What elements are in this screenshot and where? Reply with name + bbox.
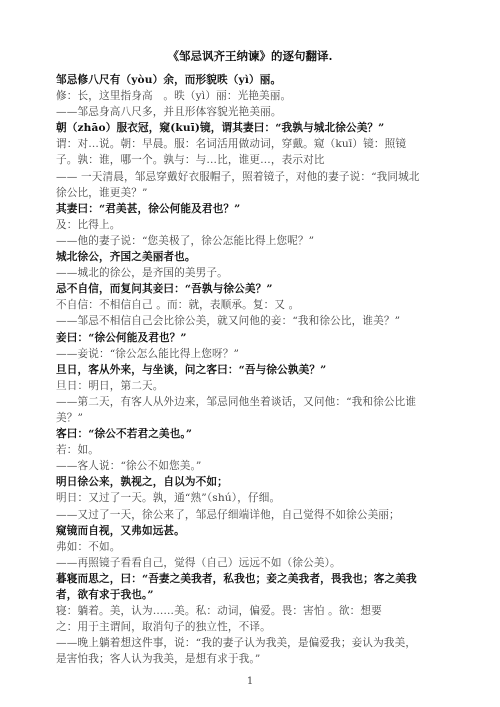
annotation-line: 修：长，这里指身高 。昳（yì）丽：光艳美丽。 xyxy=(56,90,292,103)
annotation-line: ——再照镜子看看自己，觉得（自己）远远不如（徐公美）。 xyxy=(56,556,341,569)
annotation-line: 之：用于主谓间，取消句子的独立性，不译。 xyxy=(56,621,271,634)
annotation-line: ——城北的徐公，是齐国的美男子。 xyxy=(56,267,228,280)
annotation-line: 不自信：不相信自己 。而：就，表顺承。复：又 。 xyxy=(56,299,300,312)
original-text-line: 客曰：“徐公不若君之美也。” xyxy=(56,428,193,441)
annotation-line: ——邹忌身高八尺多，并且形体容貌光艳美丽。 xyxy=(56,106,282,119)
page-number: 1 xyxy=(246,676,254,687)
annotation-line: 子。孰：谁，哪一个。孰与：与…比，谁更…，表示对比 xyxy=(56,154,325,167)
annotation-line: 是害怕我；客人认为我美，是想有求于我。” xyxy=(56,653,261,666)
original-text-line: 其妻曰：“君美甚，徐公何能及君也？” xyxy=(56,202,241,215)
annotation-line: ——客人说：“徐公不如您美。” xyxy=(56,460,202,473)
annotation-line: 旦日：明日，第二天。 xyxy=(56,379,164,392)
annotation-line: ——他的妻子说：“您美极了，徐公怎能比得上您呢？” xyxy=(56,234,315,247)
annotation-line: 明日：又过了一天。孰，通“熟”（shú），仔细。 xyxy=(56,492,281,505)
original-text-line: 窥镜而自视，又弗如远甚。 xyxy=(56,524,185,537)
annotation-line: 弗如：不如。 xyxy=(56,540,121,553)
annotation-line: 徐公比，谁更美？” xyxy=(56,186,148,199)
annotation-line: 寝：躺着。美，认为……美。私：动词，偏爱。畏：害怕 。欲：想要 xyxy=(56,605,382,618)
original-text-line: 城北徐公，齐国之美丽者也。 xyxy=(56,251,196,264)
original-text-line: 者，欲有求于我也。” xyxy=(56,589,154,601)
annotation-line: ——第二天，有客人从外边来，邹忌同他坐着谈话，又问他：“我和徐公比谁 xyxy=(56,395,417,408)
original-text-line: 暮寝而思之，曰：“吾妻之美我者，私我也；妾之美我者，畏我也；客之美我 xyxy=(56,572,417,585)
original-text-line: 旦日，客从外来，与坐谈，问之客曰：“吾与徐公孰美？” xyxy=(56,363,327,376)
original-text-line: 邹忌修八尺有（yòu）余，而形貌昳（yì）丽。 xyxy=(56,74,282,86)
annotation-line: ——邹忌不相信自己会比徐公美，就又问他的妾：“我和徐公比，谁美？” xyxy=(56,315,401,328)
original-text-line: 明日徐公来，孰视之，自以为不如； xyxy=(56,476,228,489)
annotation-line: ——妾说：“徐公怎么能比得上您呀？” xyxy=(56,347,240,360)
annotation-line: —— 一天清晨，邹忌穿戴好衣服帽子，照着镜子，对他的妻子说：“我同城北 xyxy=(56,170,420,183)
document-title: 《邹忌讽齐王纳谏》的逐句翻译. xyxy=(167,49,333,63)
document-body xyxy=(56,72,448,667)
original-text-line: 妾曰：“徐公何能及君也？” xyxy=(56,331,187,344)
annotation-line: ——又过了一天，徐公来了，邹忌仔细端详他，自己觉得不如徐公美丽； xyxy=(56,508,400,521)
annotation-line: 若：如。 xyxy=(56,444,99,457)
annotation-line: 美？” xyxy=(56,411,84,424)
original-text-line: 朝（zhāo）服衣冠，窥(kuī)镜，谓其妻曰：“我孰与城北徐公美？” xyxy=(56,122,385,135)
original-text-line: 忌不自信，而复问其妾曰：“吾孰与徐公美？” xyxy=(56,283,273,296)
annotation-line: 谓：对…说。朝：早晨。服：名词活用做动词，穿戴。窥（kuī）镜：照镜 xyxy=(56,138,407,151)
annotation-line: 及：比得上。 xyxy=(56,218,121,231)
annotation-line: ——晚上躺着想这件事，说：“我的妻子认为我美，是偏爱我；妾认为我美， xyxy=(56,637,417,650)
